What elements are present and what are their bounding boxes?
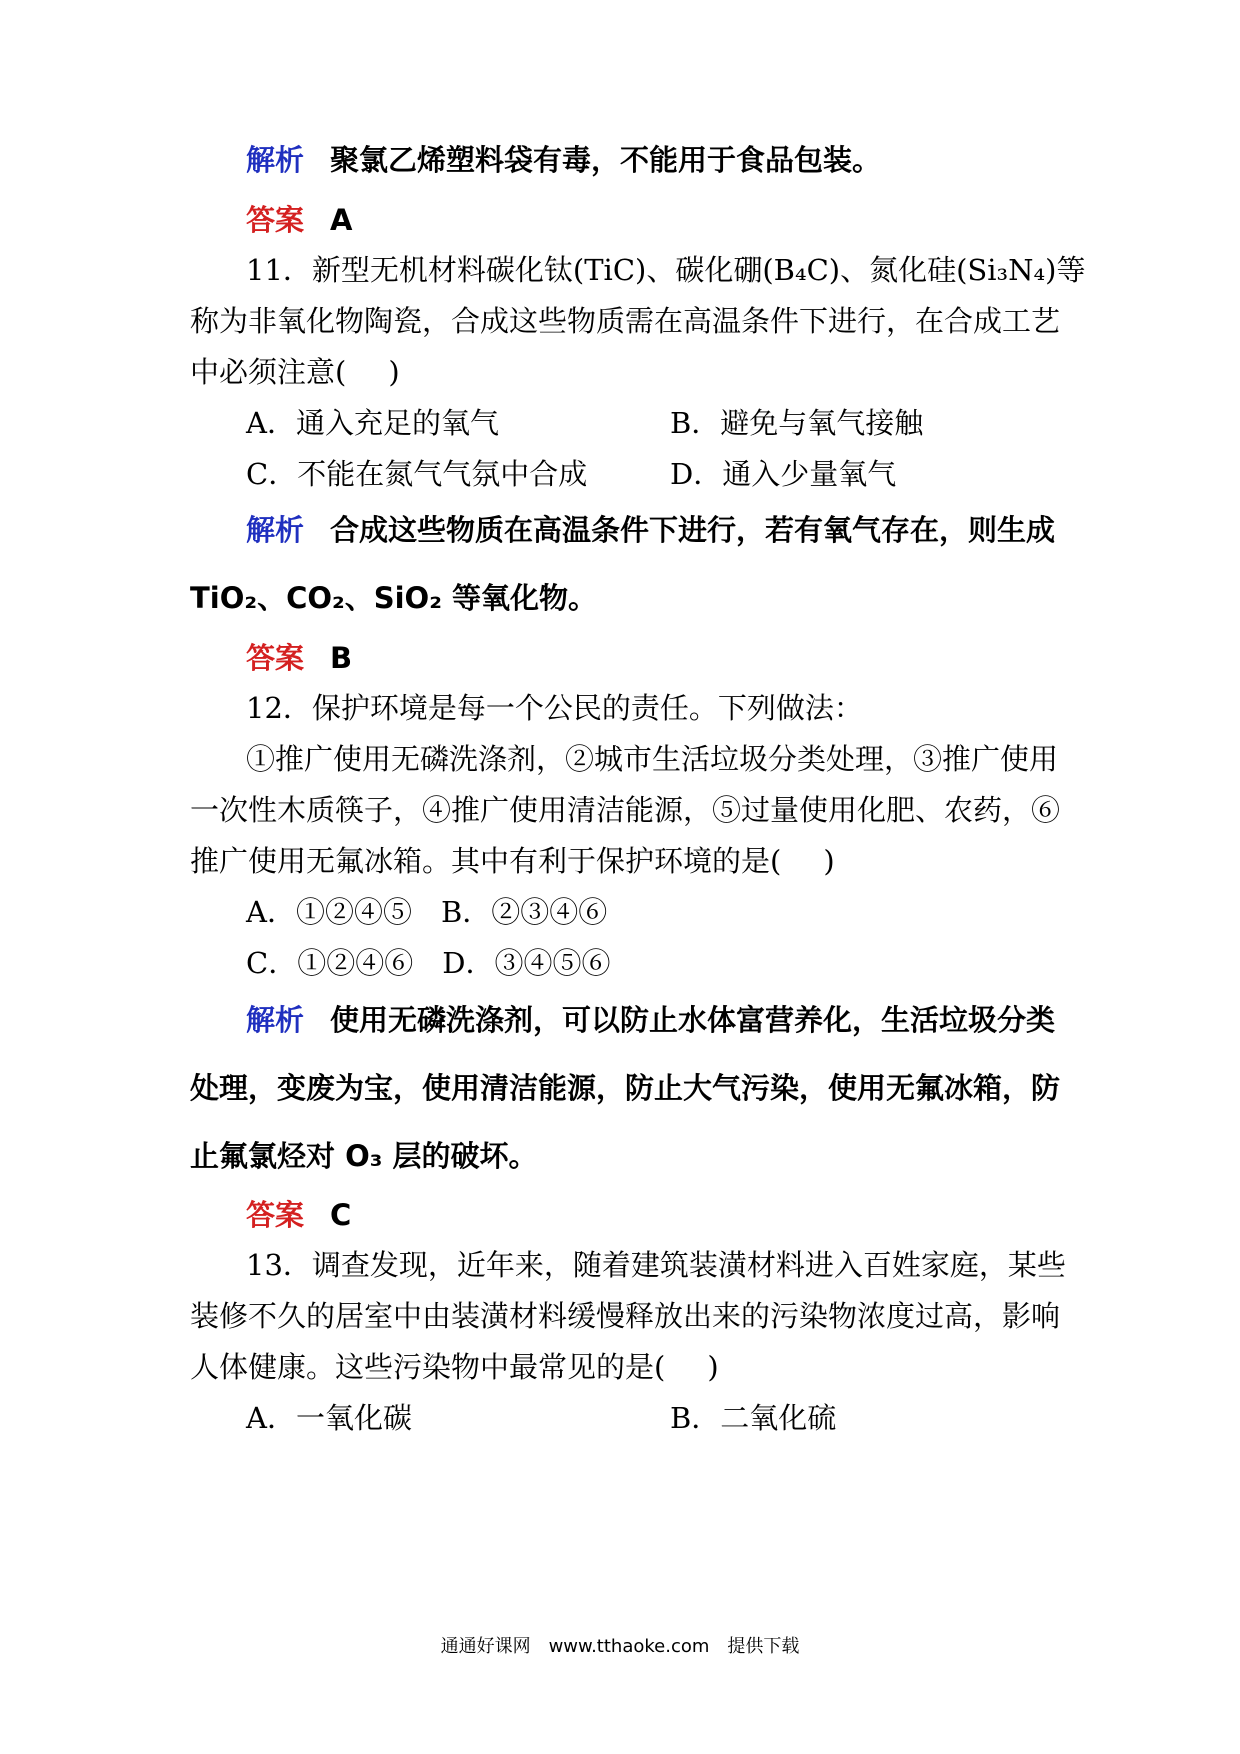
question-11-options-cd bbox=[246, 454, 1116, 494]
question-stem-close: ) bbox=[707, 1350, 719, 1384]
question-stem: 推广使用无氟冰箱。其中有利于保护环境的是( bbox=[190, 844, 782, 878]
question-11-line-2: 称为非氧化物陶瓷，合成这些物质需在高温条件下进行，在合成工艺 bbox=[190, 304, 1061, 338]
analysis-label: 解析 bbox=[246, 143, 305, 177]
question-11-line-1: 11．新型无机材料碳化钛(TiC)、碳化硼(B₄C)、氮化硅(Si₃N₄)等 bbox=[246, 253, 1086, 287]
analysis-12-line-3: 止氟氯烃对 O₃ 层的破坏。 bbox=[190, 1139, 538, 1173]
answer-value: B bbox=[330, 641, 353, 675]
answer-label: 答案 bbox=[246, 203, 305, 237]
analysis-text: 合成这些物质在高温条件下进行，若有氧气存在，则生成 bbox=[330, 513, 1056, 547]
question-12-line-2: ①推广使用无磷洗涤剂，②城市生活垃圾分类处理，③推广使用 bbox=[246, 742, 1059, 776]
option-b: B．避免与氧气接触 bbox=[670, 406, 924, 440]
analysis-text: 使用无磷洗涤剂，可以防止水体富营养化，生活垃圾分类 bbox=[330, 1003, 1056, 1037]
question-stem: 人体健康。这些污染物中最常见的是( bbox=[190, 1350, 666, 1384]
analysis-12 bbox=[246, 1000, 1116, 1040]
question-11-options-ab bbox=[246, 403, 1116, 443]
question-stem-close: ) bbox=[388, 355, 400, 389]
option-a: A．一氧化碳 bbox=[246, 1401, 412, 1435]
question-12-options-cd: C．①②④⑥ D．③④⑤⑥ bbox=[246, 946, 611, 980]
answer-value: A bbox=[330, 203, 353, 237]
question-13-line-1: 13．调查发现，近年来，随着建筑装潢材料进入百姓家庭，某些 bbox=[246, 1248, 1066, 1282]
question-stem-close: ) bbox=[823, 844, 835, 878]
question-12-options-ab: A．①②④⑤ B．②③④⑥ bbox=[246, 895, 608, 929]
answer-label: 答案 bbox=[246, 1198, 305, 1232]
option-a: A．通入充足的氧气 bbox=[246, 406, 499, 440]
option-d: D．通入少量氧气 bbox=[670, 457, 897, 491]
question-stem: 中必须注意( bbox=[190, 355, 347, 389]
answer-label: 答案 bbox=[246, 641, 305, 675]
question-13-options-ab bbox=[246, 1398, 1116, 1438]
analysis-12-line-2: 处理，变废为宝，使用清洁能源，防止大气污染，使用无氟冰箱，防 bbox=[190, 1071, 1061, 1105]
analysis-label: 解析 bbox=[246, 1003, 305, 1037]
question-11-line-3 bbox=[190, 352, 1060, 392]
answer-11 bbox=[246, 638, 1116, 678]
question-12-line-3: 一次性木质筷子，④推广使用清洁能源，⑤过量使用化肥、农药，⑥ bbox=[190, 793, 1061, 827]
option-b: B．二氧化硫 bbox=[670, 1401, 837, 1435]
analysis-11 bbox=[246, 510, 1116, 550]
analysis-text: 聚氯乙烯塑料袋有毒，不能用于食品包装。 bbox=[330, 143, 882, 177]
answer-10 bbox=[246, 200, 1116, 240]
question-13-line-2: 装修不久的居室中由装潢材料缓慢释放出来的污染物浓度过高，影响 bbox=[190, 1299, 1061, 1333]
question-13-line-3 bbox=[190, 1347, 1060, 1387]
option-c: C．不能在氮气气氛中合成 bbox=[246, 457, 588, 491]
analysis-label: 解析 bbox=[246, 513, 305, 547]
answer-value: C bbox=[330, 1198, 352, 1232]
answer-12 bbox=[246, 1195, 1116, 1235]
page-footer: 通通好课网 www.tthaoke.com 提供下载 bbox=[440, 1636, 800, 1657]
analysis-10 bbox=[246, 140, 1116, 180]
analysis-11-line-2: TiO₂、CO₂、SiO₂ 等氧化物。 bbox=[190, 581, 597, 615]
question-12-line-1: 12．保护环境是每一个公民的责任。下列做法： bbox=[246, 691, 863, 725]
question-12-line-4 bbox=[190, 841, 1060, 881]
